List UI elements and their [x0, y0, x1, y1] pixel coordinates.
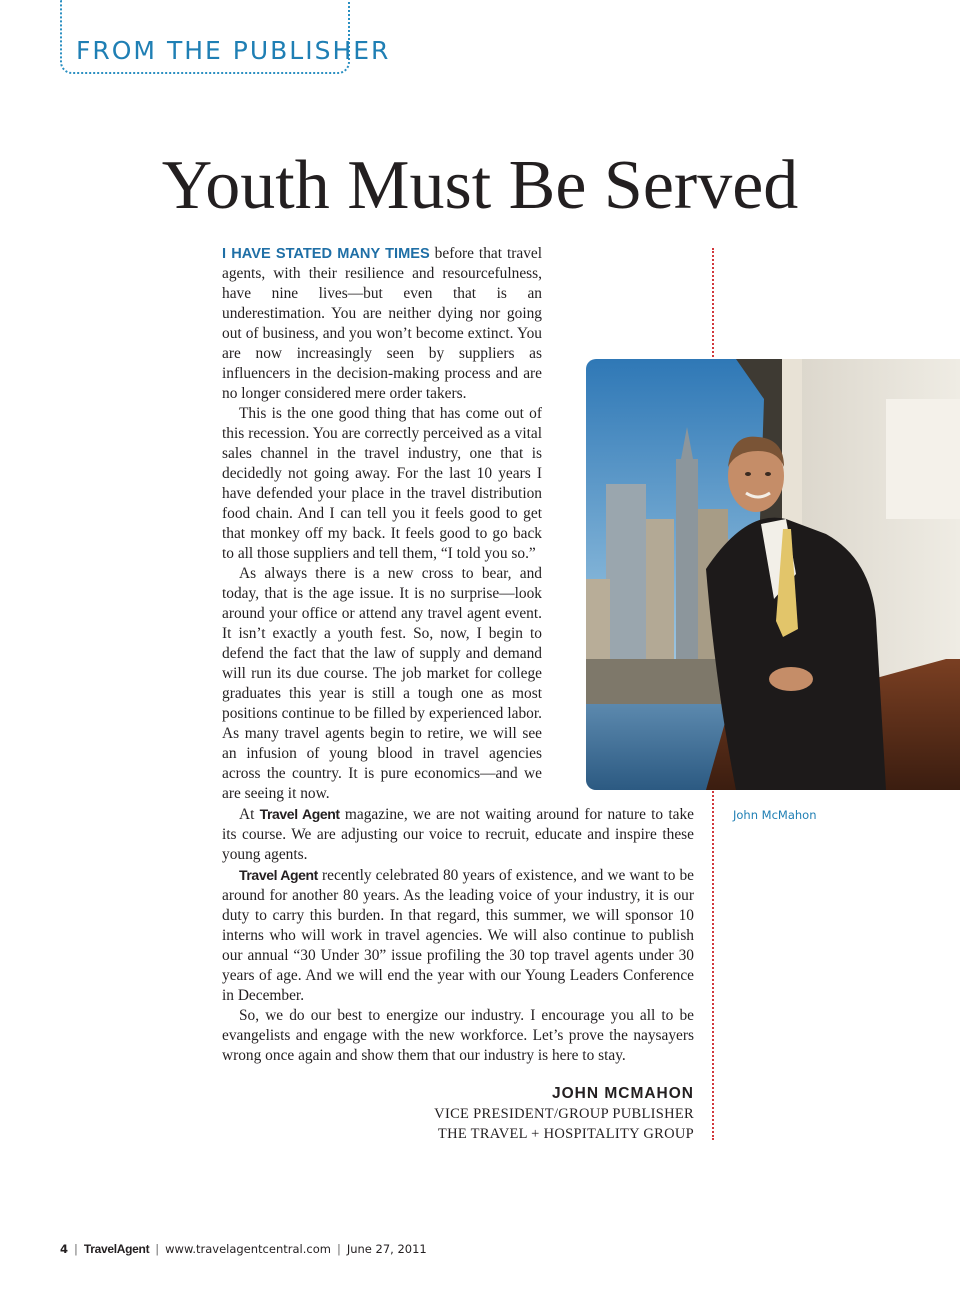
- brand-name: Travel Agent: [259, 806, 340, 822]
- lead-in: I HAVE STATED MANY TIMES: [222, 246, 430, 262]
- footer-date: June 27, 2011: [346, 1242, 427, 1256]
- signoff-block: [360, 1084, 694, 1144]
- author-title: VICE PRESIDENT/GROUP PUBLISHER: [434, 1106, 694, 1122]
- article-paragraph-2: This is the one good thing that has come out of this recession. You are correctly perceived as a vital sales channel in the travel industry, one that is decidedly not going away. For the last 10 years I have defended your place in the travel distribution food chain. And I can tell you it feels good to get that monkey off my back. It feels good to go back to all those suppliers and tell them, “I told you so.”: [222, 405, 542, 562]
- footer-brand: TravelAgent: [83, 1242, 150, 1256]
- article-paragraph-6: So, we do our best to energize our industry. I encourage you all to be evangelists and engage with the new workforce. Let’s prove the naysayers wrong once again and show them that our industry is here to stay.: [222, 1007, 694, 1064]
- page-number: 4: [60, 1242, 69, 1256]
- footer-separator: |: [336, 1242, 341, 1256]
- page-footer: [60, 1242, 427, 1256]
- article-paragraph-3: As always there is a new cross to bear, and today, that is the age issue. It is no surprise—look around your office or attend any travel agent event. It isn’t exactly a youth fest. So, now, I begin to defend the fact that the law of supply and demand will run its due course. The job market for college graduates this year is still a tough one as most positions continue to be filled by experienced labor. As many travel agents begin to retire, we will see an infusion of young blood in travel agencies across the country. It is pure economics—and we are seeing it now.: [222, 565, 542, 802]
- photo-caption: John McMahon: [733, 808, 817, 822]
- author-org: THE TRAVEL + HOSPITALITY GROUP: [437, 1126, 694, 1142]
- footer-separator: |: [74, 1242, 78, 1256]
- paragraph-text: At: [239, 806, 260, 823]
- section-label: FROM THE PUBLISHER: [76, 36, 391, 65]
- article-paragraph-4: [222, 804, 694, 865]
- brand-name: Travel Agent: [239, 867, 318, 883]
- article-paragraph-5: [222, 865, 694, 1006]
- paragraph-text: magazine, we are not waiting around for nature to take its course. We are adjusting our voice to recruit, educate and inspire these young agents.: [222, 806, 694, 863]
- footer-url[interactable]: www.travelagentcentral.com: [165, 1242, 331, 1256]
- author-name: JOHN MCMAHON: [551, 1085, 694, 1102]
- paragraph-text: before that travel agents, with their resilience and resourcefulness, have nine lives—but even that is an underestimation. You are neither dying nor going out of business, and you won’t become extinct. You are now increasingly seen by suppliers as influencers in the decision-making process and are no longer considered mere order takers.: [222, 245, 542, 402]
- headline: Youth Must Be Served: [161, 147, 799, 224]
- footer-separator: |: [155, 1242, 160, 1256]
- paragraph-text: recently celebrated 80 years of existence, and we want to be around for another 80 years. As the leading voice of your industry, it is our duty to carry this burden. In that regard, this summer, we will sponsor 10 interns who will work in travel agencies. We will also continue to publish our annual “30 Under 30” issue profiling the 30 top travel agents under 30 years of age. And we will end the year with our Young Leaders Conference in December.: [222, 867, 694, 1004]
- publisher-photo: [586, 359, 960, 790]
